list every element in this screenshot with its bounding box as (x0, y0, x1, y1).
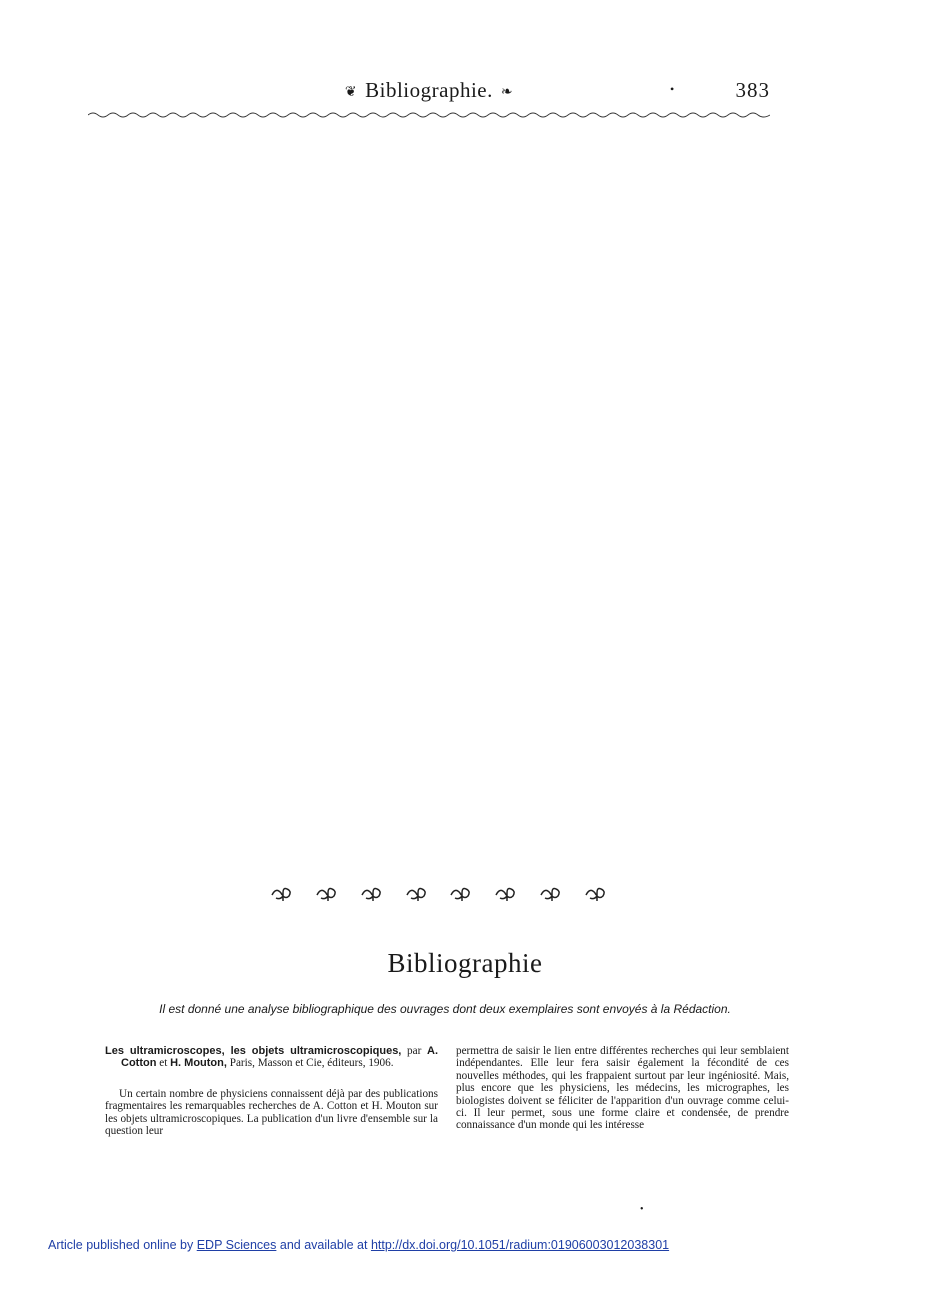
fleuron-ornament-icon (584, 883, 610, 903)
book-entry-heading (105, 1045, 438, 1070)
left-flourish-icon: ❦ (344, 84, 358, 100)
dot-mark-icon: • (670, 82, 675, 96)
edp-sciences-link[interactable]: EDP Sciences (196, 1238, 277, 1252)
footer-prefix: Article published online by (48, 1238, 194, 1252)
review-paragraph-left: Un certain nombre de physiciens connaissent déjà par des publications fragmentaires les remarquables recherches de A. Cotton et H. Mouton sur les objets ultramicroscopiques. La publication d'un livre d'ensemble sur la question leur (105, 1087, 438, 1138)
wavy-rule-ornament (88, 110, 770, 120)
right-flourish-icon: ❧ (500, 84, 514, 100)
doi-link[interactable]: http://dx.doi.org/10.1051/radium:01906003012038301 (370, 1238, 670, 1252)
author-mouton: H. Mouton, (170, 1057, 227, 1070)
fleuron-ornament-icon (449, 883, 475, 903)
by-word: par (407, 1045, 422, 1057)
page-number: 383 (735, 78, 770, 102)
fleuron-ornament-icon (315, 883, 341, 903)
fleuron-ornament-icon (405, 883, 431, 903)
review-paragraph-right: permettra de saisir le lien entre différentes recherches qui leur semblaient indépendantes. Elle leur fera saisir également la fécondité de ces nouvelles méthodes, qui les frappaient surtout par leur ingéniosité. Mais, plus encore que les physiciens, les médecins, les micrographes, les biologistes doivent se féliciter de l'apparition d'un ouvrage comme celui-ci. Il leur permet, sous une forme claire et condensée, de prendre connaissance d'un monde qui les intéresse (456, 1045, 789, 1132)
running-title: Bibliographie. (365, 78, 493, 102)
fleuron-ornament-icon (270, 883, 296, 903)
fleuron-ornament-icon (360, 883, 386, 903)
book-title: Les ultramicroscopes, les objets ultramicroscopiques, (105, 1045, 402, 1057)
publication-footer (48, 1238, 669, 1252)
running-title-block (88, 78, 770, 103)
footer-middle: and available at (279, 1238, 368, 1252)
and-word: et (159, 1057, 168, 1070)
intro-note: Il est donné une analyse bibliographique des ouvrages dont deux exemplaires sont envoyés à la Rédaction. (159, 1002, 731, 1016)
fleuron-row (270, 880, 610, 906)
publisher-info: Paris, Masson et Cie, éditeurs, 1906. (229, 1057, 394, 1070)
section-title: Bibliographie (387, 948, 543, 978)
left-column (105, 1045, 438, 1137)
fleuron-ornament-icon (539, 883, 565, 903)
running-head (88, 76, 770, 106)
stray-dot-icon: • (640, 1204, 644, 1215)
fleuron-ornament-icon (494, 883, 520, 903)
right-column (456, 1045, 789, 1132)
author-cotton: A. Cotton (121, 1045, 439, 1070)
